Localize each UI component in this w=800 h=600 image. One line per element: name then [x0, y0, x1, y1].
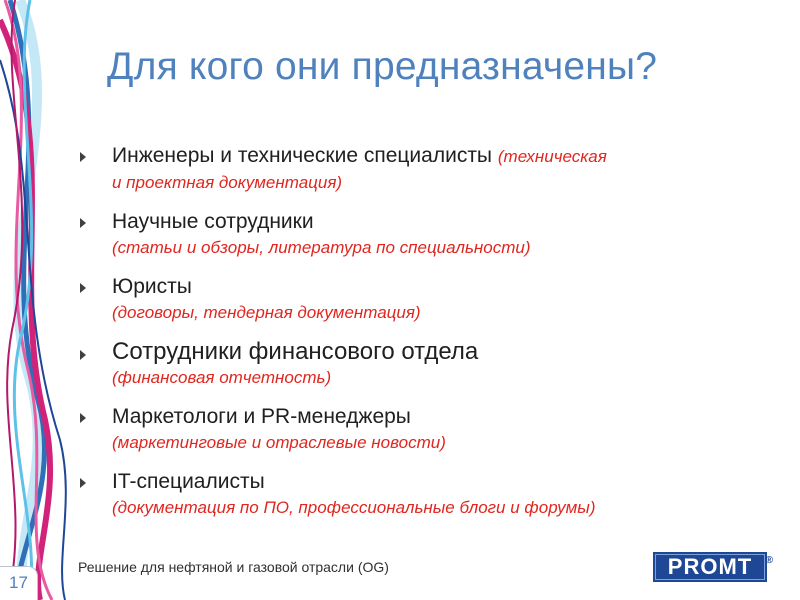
bullet-arrow-icon	[80, 218, 86, 228]
list-item	[80, 338, 780, 390]
list-item-label: IT-специалисты	[112, 470, 265, 493]
bullet-arrow-icon	[80, 152, 86, 162]
list-item-note: и проектная документация)	[112, 173, 343, 192]
slide-title: Для кого они предназначены?	[107, 45, 658, 88]
list-item	[80, 273, 780, 325]
logo-text: PROMT	[667, 554, 753, 579]
list-item-note: (маркетинговые и отраслевые новости)	[112, 433, 446, 452]
list-item-label: Юристы	[112, 275, 192, 298]
bullet-arrow-icon	[80, 350, 86, 360]
bullet-arrow-icon	[80, 478, 86, 488]
list-item-label: Сотрудники финансового отдела	[112, 338, 479, 365]
decorative-ribbons	[0, 0, 90, 600]
list-item	[80, 403, 780, 455]
promt-logo	[653, 552, 774, 582]
list-item-note: (финансовая отчетность)	[112, 368, 332, 387]
page-number: 17	[0, 566, 38, 600]
list-item	[80, 468, 780, 520]
list-item-title	[112, 142, 780, 171]
list-item-note: (договоры, тендерная документация)	[112, 303, 421, 322]
audience-list	[80, 142, 780, 533]
list-item-label: Инженеры и технические специалисты	[112, 144, 493, 167]
list-item-label: Научные сотрудники	[112, 210, 314, 233]
bullet-arrow-icon	[80, 283, 86, 293]
list-item-note: (статьи и обзоры, литература по специальности)	[112, 238, 531, 257]
bullet-arrow-icon	[80, 413, 86, 423]
list-item-note: (документация по ПО, профессиональные блоги и форумы)	[112, 498, 596, 517]
list-item	[80, 142, 780, 195]
slide-footer: Решение для нефтяной и газовой отрасли (OG)	[78, 559, 389, 575]
list-item-label: Маркетологи и PR-менеджеры	[112, 405, 411, 428]
registered-mark: ®	[765, 555, 774, 566]
list-item	[80, 208, 780, 260]
list-item-note-inline: (техническая	[497, 147, 607, 166]
